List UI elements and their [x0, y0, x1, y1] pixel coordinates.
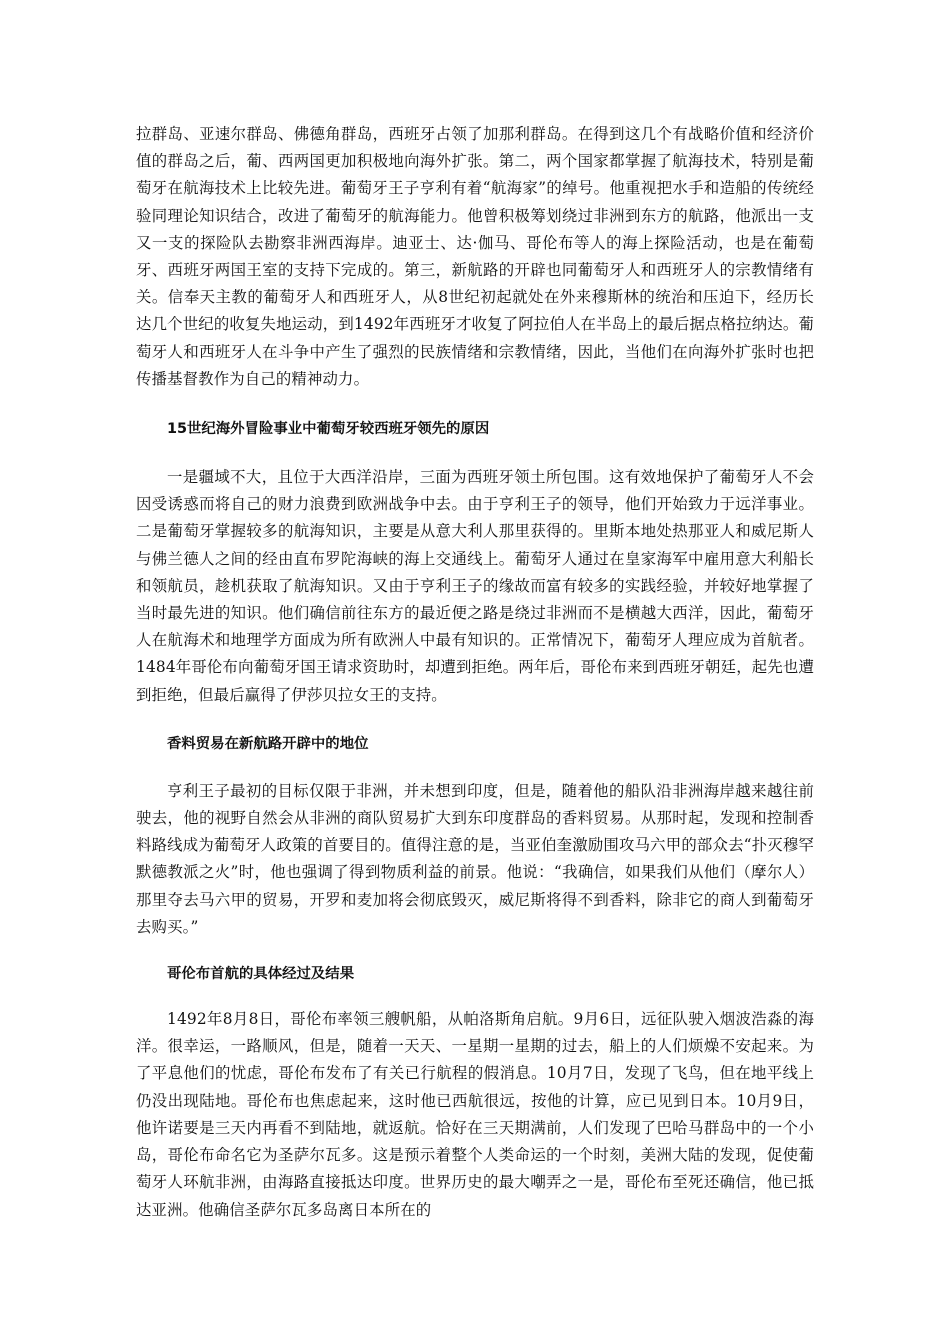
paragraph-spice-trade: 亨利王子最初的目标仅限于非洲，并未想到印度，但是，随着他的船队沿非洲海岸越来越往前驶去，他的视野自然会从非洲的商队贸易扩大到东印度群岛的香料贸易。从那时起，发现和控制香料路线成为葡萄牙人政策的首要目的。值得注意的是，当亚伯奎激励围攻马六甲的部众去“扑灭穆罕默德教派之火”时，他也强调了得到物质利益的前景。他说：“我确信，如果我们从他们（摩尔人）那里夺去马六甲的贸易，开罗和麦加将会彻底毁灭，威尼斯将得不到香料，除非它的商人到葡萄牙去购买。”: [136, 781, 814, 936]
section-heading-columbus-voyage: 哥伦布首航的具体经过及结果: [167, 966, 355, 983]
paragraph-columbus-voyage: 1492年8月8日，哥伦布率领三艘帆船，从帕洛斯角启航。9月6日，远征队驶入烟波浩淼的海洋。很幸运，一路顺风，但是，随着一天天、一星期一星期的过去，船上的人们烦燥不安起来。为了平息他们的忧虑，哥伦布发布了有关已行航程的假消息。10月7日，发现了飞鸟，但在地平线上仍没出现陆地。哥伦布也焦虑起来，这时他已西航很远，按他的计算，应已见到日本。10月9日，他许诺要是三天内再看不到陆地，就返航。恰好在三天期满前，人们发现了巴哈马群岛中的一个小岛，哥伦布命名它为圣萨尔瓦多。这是预示着整个人类命运的一个时刻，美洲大陆的发现，促使葡萄牙人环航非洲，由海路直接抵达印度。世界历史的最大嘲弄之一是，哥伦布至死还确信，他已抵达亚洲。他确信圣萨尔瓦多岛离日本所在的: [136, 1010, 814, 1219]
paragraph-continuation: 拉群岛、亚速尔群岛、佛德角群岛，西班牙占领了加那利群岛。在得到这几个有战略价值和经济价值的群岛之后，葡、西两国更加积极地向海外扩张。第二，两个国家都掌握了航海技术，特别是葡萄牙在航海技术上比较先进。葡萄牙王子亨利有着“航海家”的绰号。他重视把水手和造船的传统经验同理论知识结合，改进了葡萄牙的航海能力。他曾积极筹划绕过非洲到东方的航路，他派出一支又一支的探险队去勘察非洲西海岸。迪亚士、达·伽马、哥伦布等人的海上探险活动，也是在葡萄牙、西班牙两国王室的支持下完成的。第三，新航路的开辟也同葡萄牙人和西班牙人的宗教情绪有关。信奉天主教的葡萄牙人和西班牙人，从8世纪初起就处在外来穆斯林的统治和压迫下，经历长达几个世纪的收复失地运动，到1492年西班牙才收复了阿拉伯人在半岛上的最后据点格拉纳达。葡萄牙人和西班牙人在斗争中产生了强烈的民族情绪和宗教情绪，因此，当他们在向海外扩张时也把传播基督教作为自己的精神动力。: [136, 125, 814, 388]
document-page: [136, 121, 814, 1224]
paragraph-portugal-lead: 一是疆域不大，且位于大西洋沿岸，三面为西班牙领土所包围。这有效地保护了葡萄牙人不会因受诱惑而将自己的财力浪费到欧洲战争中去。由于亨利王子的领导，他们开始致力于远洋事业。二是葡萄牙掌握较多的航海知识，主要是从意大利人那里获得的。里斯本地处热那亚人和威尼斯人与佛兰德人之间的经由直布罗陀海峡的海上交通线上。葡萄牙人通过在皇家海军中雇用意大利船长和领航员，趁机获取了航海知识。又由于亨利王子的缘故而富有较多的实践经验，并较好地掌握了当时最先进的知识。他们确信前往东方的最近便之路是绕过非洲而不是横越大西洋，因此，葡萄牙人在航海术和地理学方面成为所有欧洲人中最有知识的。正常情况下，葡萄牙人理应成为首航者。1484年哥伦布向葡萄牙国王请求资助时，却遭到拒绝。两年后，哥伦布来到西班牙朝廷，起先也遭到拒绝，但最后赢得了伊莎贝拉女王的支持。: [136, 468, 814, 704]
section-heading-portugal-lead: 15世纪海外冒险事业中葡萄牙较西班牙领先的原因: [167, 421, 490, 438]
section-heading-spice-trade: 香料贸易在新航路开辟中的地位: [167, 735, 369, 752]
